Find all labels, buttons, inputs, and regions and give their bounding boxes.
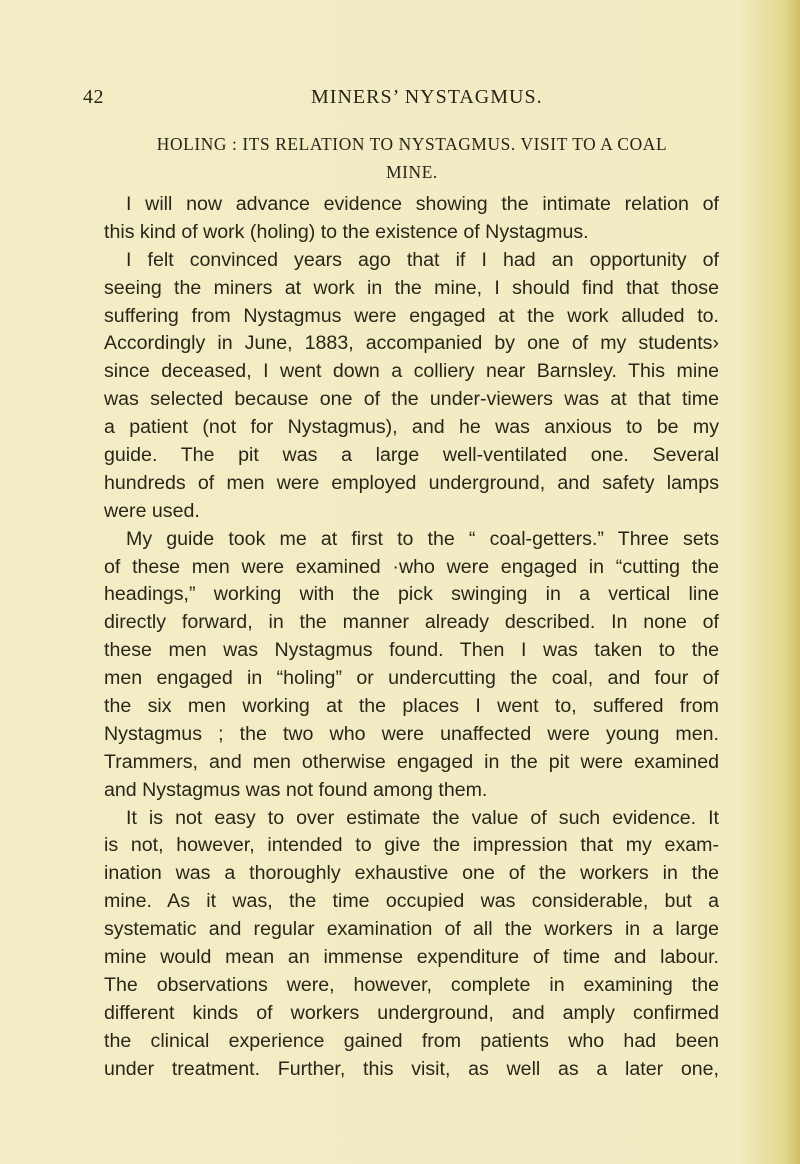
- text-line: different kinds of workers underground, and amply confirmed: [104, 1001, 719, 1024]
- text-line: The observations were, however, complete in examining the: [104, 973, 719, 996]
- text-line: and Nystagmus was not found among them.: [104, 778, 488, 801]
- text-line: I will now advance evidence showing the intimate relation of: [126, 193, 719, 215]
- section-heading: [106, 130, 718, 186]
- body-text: [104, 191, 719, 1084]
- section-heading-line: HOLING : ITS RELATION TO NYSTAGMUS. VISIT TO A COAL: [156, 134, 668, 154]
- running-head-title: MINERS’ NYSTAGMUS.: [311, 86, 543, 108]
- text-line: Accordingly in June, 1883, accompanied by one of my students›: [104, 332, 719, 355]
- text-line: I felt convinced years ago that if I had an opportunity of: [126, 248, 719, 271]
- running-head: [0, 86, 800, 116]
- text-line: a patient (not for Nystagmus), and he was anxious to be my: [104, 416, 719, 439]
- text-line: men engaged in “holing” or undercutting the coal, and four of: [104, 667, 719, 690]
- text-line: headings,” working with the pick swinging in a vertical line: [104, 583, 719, 606]
- text-line: since deceased, I went down a colliery near Barnsley. This mine: [104, 360, 719, 383]
- text-line: were used.: [104, 499, 200, 522]
- text-line: It is not easy to over estimate the value of such evidence. It: [126, 806, 719, 829]
- page-number: 42: [83, 86, 104, 108]
- text-line: Trammers, and men otherwise engaged in the pit were examined: [104, 750, 719, 773]
- page-edge-stain: [786, 0, 800, 1164]
- text-line: systematic and regular examination of all the workers in a large: [104, 918, 719, 941]
- text-line: was selected because one of the under-viewers was at that time: [104, 388, 719, 411]
- text-line: Nystagmus ; the two who were unaffected were young men.: [104, 722, 719, 745]
- text-line: suffering from Nystagmus were engaged at the work alluded to.: [104, 304, 719, 327]
- text-line: mine. As it was, the time occupied was considerable, but a: [104, 890, 719, 913]
- text-line: mine would mean an immense expenditure of time and labour.: [104, 946, 719, 969]
- text-line: the clinical experience gained from patients who had been: [104, 1029, 719, 1052]
- text-line: this kind of work (holing) to the existence of Nystagmus.: [104, 220, 589, 243]
- text-line: the six men working at the places I went to, suffered from: [104, 695, 719, 718]
- text-line: under treatment. Further, this visit, as well as a later one,: [104, 1057, 719, 1080]
- text-line: of these men were examined ·who were engaged in “cutting the: [104, 555, 719, 578]
- text-line: is not, however, intended to give the impression that my exam-: [104, 834, 719, 857]
- section-heading-line: MINE.: [386, 162, 438, 182]
- text-line: hundreds of men were employed underground, and safety lamps: [104, 471, 719, 494]
- text-line: seeing the miners at work in the mine, I should find that those: [104, 276, 719, 299]
- text-line: directly forward, in the manner already described. In none of: [104, 611, 719, 634]
- text-line: these men was Nystagmus found. Then I was taken to the: [104, 639, 719, 662]
- text-line: guide. The pit was a large well-ventilated one. Several: [104, 444, 719, 467]
- text-line: My guide took me at first to the “ coal-getters.” Three sets: [126, 527, 719, 550]
- text-line: ination was a thoroughly exhaustive one of the workers in the: [104, 862, 719, 885]
